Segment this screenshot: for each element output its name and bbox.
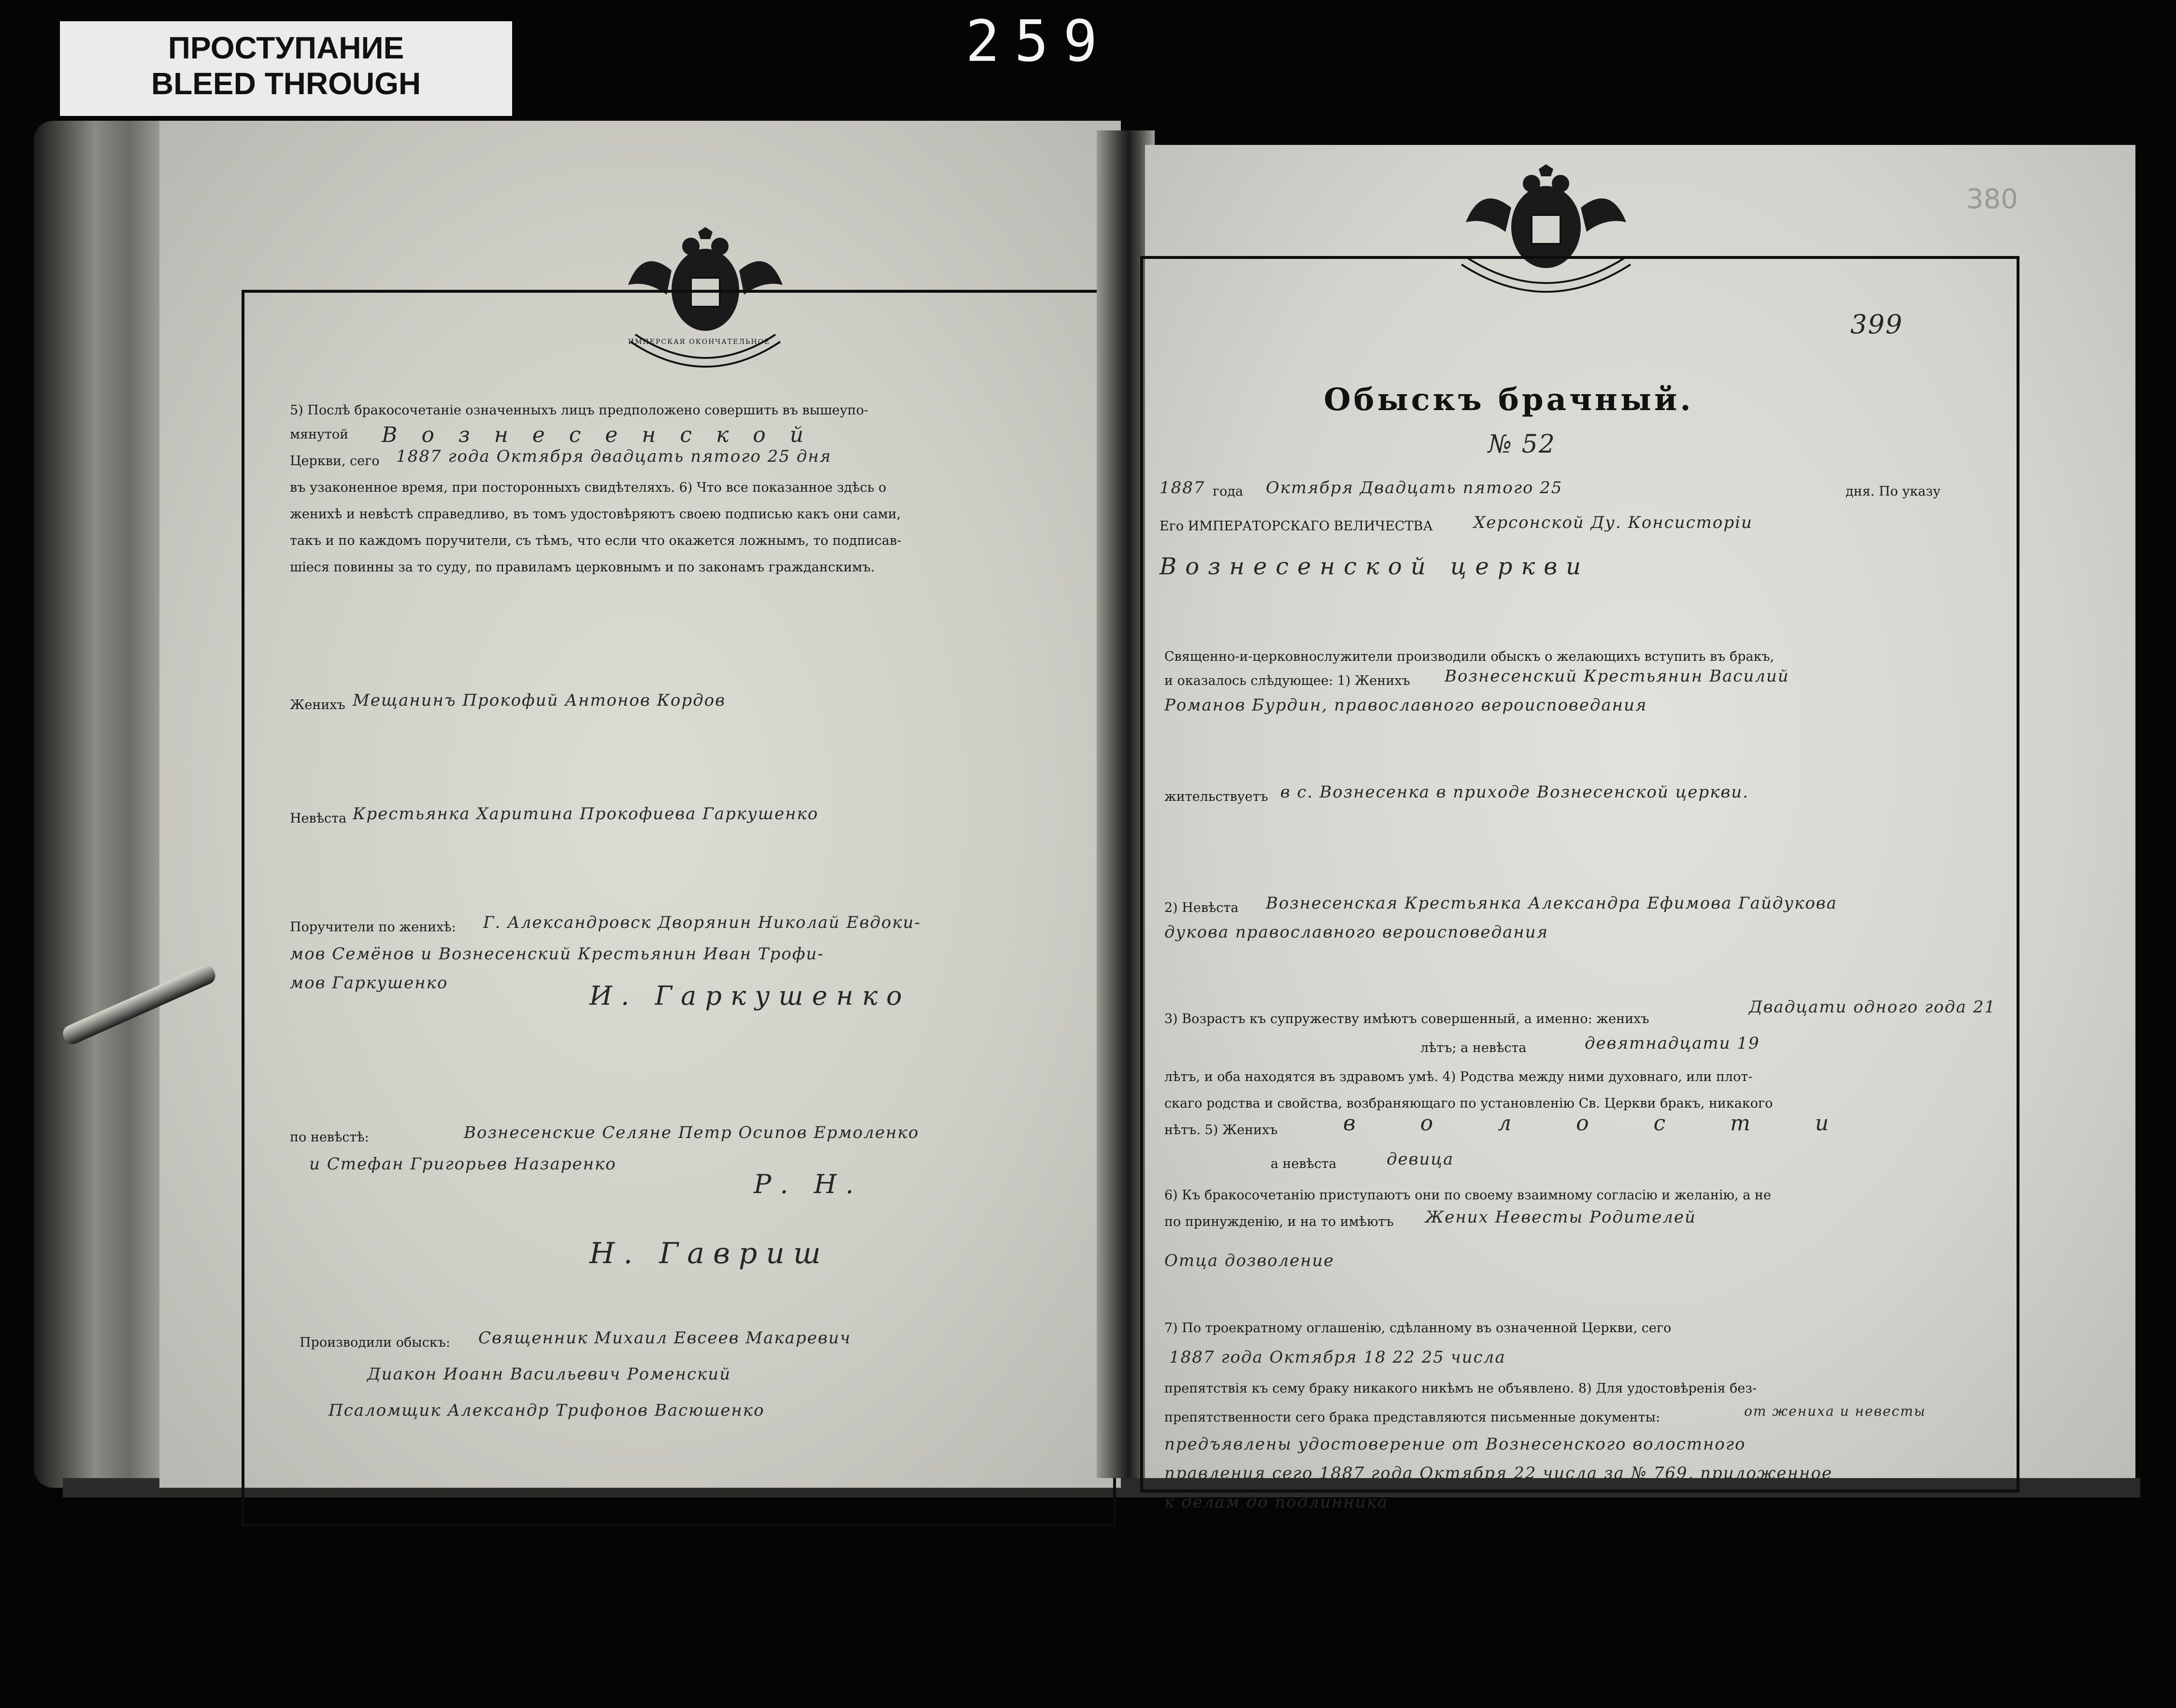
groom-status-hw: в о л о с т и bbox=[1343, 1111, 1858, 1136]
bride-status-hw: девица bbox=[1387, 1150, 1454, 1169]
groom-label: Женихъ bbox=[290, 697, 345, 712]
bleed-label-russian: ПРОСТУПАНИЕ bbox=[168, 30, 404, 65]
entry-number: № 52 bbox=[1488, 430, 1556, 459]
bride-label-2: а невѣста bbox=[1271, 1156, 1337, 1171]
clause5-line1: 5) Послѣ бракосочетаніе означенныхъ лицъ предположено совершить въ вышеупо- bbox=[290, 403, 869, 418]
none-label: нѣтъ. 5) Женихъ bbox=[1164, 1123, 1278, 1138]
clause5-line7: шіеся повинны за то суду, по правиламъ церковнымъ и по законамъ гражданскимъ. bbox=[290, 560, 875, 575]
bride-handwritten: Крестьянка Харитина Прокофиева Гаркушенко bbox=[353, 804, 819, 824]
pencil-page-number: 380 bbox=[1966, 184, 2018, 215]
consent-hw: Жених Невесты Родителей bbox=[1425, 1208, 1696, 1227]
guarantors-groom-hw-2: мов Семёнов и Вознесенский Крестьянин Иван Трофи- bbox=[290, 944, 824, 964]
consent-text-2: по принужденію, и на то имѣютъ bbox=[1164, 1214, 1394, 1229]
groom-handwritten: Мещанинъ Прокофий Антонов Кордов bbox=[353, 691, 726, 710]
date-hw: Октября Двадцать пятого 25 bbox=[1266, 478, 1563, 498]
document-title: Обыскъ брачный. bbox=[1324, 382, 1694, 418]
conducted-hw-1: Священник Михаил Евсеев Макаревич bbox=[478, 1328, 851, 1348]
groom-hw-1: Вознесенский Крестьянин Василий bbox=[1445, 667, 1789, 686]
docs-hw-3: правления сего 1887 года Октября 22 числа за № 769, приложенное bbox=[1164, 1464, 1832, 1483]
majesty-label: Его ИМПЕРАТОРСКАГО ВЕЛИЧЕСТВА bbox=[1160, 519, 1433, 534]
age-label: 3) Возрастъ къ супружеству имѣютъ совершенный, а именно: женихъ bbox=[1164, 1011, 1649, 1026]
church-hw: Вознесенской церкви bbox=[1160, 553, 1590, 580]
right-page-border bbox=[1140, 256, 2019, 1493]
clause5-line2: мянутой bbox=[290, 427, 349, 442]
book-page-edges bbox=[34, 121, 169, 1488]
bride-hw-1: Вознесенская Крестьянка Александра Ефимова Гайдукова bbox=[1266, 894, 1837, 913]
health-text: лѣтъ, и оба находятся въ здравомъ умѣ. 4) Родства между ними духовнаго, или плот- bbox=[1164, 1069, 1753, 1084]
frame-number: 259 bbox=[965, 8, 1112, 74]
emblem-ribbon-text: ИМПЕРСКАЯ ОКОНЧАТЕЛЬНОЕ bbox=[628, 338, 771, 346]
groom-hw-2: Романов Бурдин, православного вероисповедания bbox=[1164, 696, 1647, 715]
bride-label-right: 2) Невѣста bbox=[1164, 900, 1239, 915]
day-label: дня. По указу bbox=[1846, 484, 1941, 499]
bleed-label-english: BLEED THROUGH bbox=[151, 66, 421, 101]
age-groom-hw: Двадцати одного года 21 bbox=[1749, 997, 1996, 1017]
conducted-hw-2: Диакон Иоанн Васильевич Роменский bbox=[367, 1365, 731, 1384]
clause5-line5: женихѣ и невѣстѣ справедливо, въ томъ удостовѣряютъ своею подписью какъ они сами, bbox=[290, 507, 901, 522]
guarantors-bride-label: по невѣстѣ: bbox=[290, 1130, 369, 1145]
obstacle-text: препятствія къ сему браку никакого никѣмъ не объявлено. 8) Для удостовѣренія без- bbox=[1164, 1381, 1757, 1396]
age-bride-hw: девятнадцати 19 bbox=[1585, 1034, 1760, 1053]
year-label: года bbox=[1213, 484, 1244, 499]
consistory-hw: Херсонской Ду. Консисторіи bbox=[1474, 513, 1753, 532]
conducted-hw-3: Псаломщик Александр Трифонов Васюшенко bbox=[329, 1401, 765, 1420]
guarantors-groom-hw-3: мов Гаркушенко bbox=[290, 973, 448, 993]
banns-label: 7) По троекратному оглашенію, сдѣланному въ означенной Церкви, сего bbox=[1164, 1321, 1672, 1336]
found-label: и оказалось слѣдующее: 1) Женихъ bbox=[1164, 673, 1410, 688]
guarantors-bride-hw-2: и Стефан Григорьев Назаренко bbox=[309, 1154, 616, 1174]
conducted-label: Производили обыскъ: bbox=[300, 1335, 450, 1350]
docs-hw-2: предъявлены удостоверение от Вознесенского волостного bbox=[1164, 1435, 1746, 1454]
consent-hw-2: Отца дозволение bbox=[1164, 1251, 1334, 1270]
bleed-through-label bbox=[60, 21, 512, 116]
guarantors-groom-hw-1: Г. Александровск Дворянин Николай Евдоки- bbox=[483, 913, 921, 932]
consent-text-1: 6) Къ бракосочетанію приступаютъ они по своему взаимному согласію и желанію, а не bbox=[1164, 1188, 1771, 1203]
clergy-text: Священно-и-церковнослужители производили обыскъ о желающихъ вступить въ бракъ, bbox=[1164, 649, 1775, 664]
guarantors-groom-signature: И. Гаркушенко bbox=[589, 981, 911, 1011]
docs-hw-1: от жениха и невесты bbox=[1744, 1403, 1926, 1419]
guarantors-bride-hw-1: Вознесенские Селяне Петр Осипов Ермоленко bbox=[464, 1123, 919, 1142]
residence-hw: в с. Вознесенка в приходе Вознесенской церкви. bbox=[1280, 783, 1749, 802]
ink-page-number: 399 bbox=[1850, 309, 1904, 340]
guarantors-groom-label: Поручители по женихѣ: bbox=[290, 920, 456, 935]
clause5-line4: въ узаконенное время, при посторонныхъ свидѣтеляхъ. 6) Что все показанное здѣсь о bbox=[290, 480, 887, 495]
signature-1: Р. Н. bbox=[754, 1169, 862, 1199]
clause5-line6: такъ и по каждомъ поручители, съ тѣмъ, что если что окажется ложнымъ, то подписав- bbox=[290, 533, 902, 548]
residence-label: жительствуетъ bbox=[1164, 789, 1268, 804]
docs-label: препятственности сего брака представляются письменные документы: bbox=[1164, 1410, 1661, 1425]
docs-hw-4: к делам до подлинника bbox=[1164, 1493, 1389, 1512]
signature-2: Н. Гавриш bbox=[589, 1237, 830, 1270]
clause5-line3: Церкви, сего bbox=[290, 454, 380, 469]
bride-hw-2: дукова православного вероисповедания bbox=[1164, 923, 1549, 942]
years-label: лѣтъ; а невѣста bbox=[1420, 1040, 1527, 1055]
bride-label: Невѣста bbox=[290, 811, 347, 826]
clause5-date-hw: 1887 года Октября двадцать пятого 25 дня bbox=[396, 447, 832, 466]
kinship-text: скаго родства и свойства, возбраняющаго по установленію Св. Церкви бракъ, никакого bbox=[1164, 1096, 1773, 1111]
clause5-church-hw: В о з н е с е н с к о й bbox=[382, 423, 813, 447]
year-hw: 1887 bbox=[1160, 478, 1205, 498]
banns-hw: 1887 года Октября 18 22 25 числа bbox=[1169, 1348, 1506, 1367]
